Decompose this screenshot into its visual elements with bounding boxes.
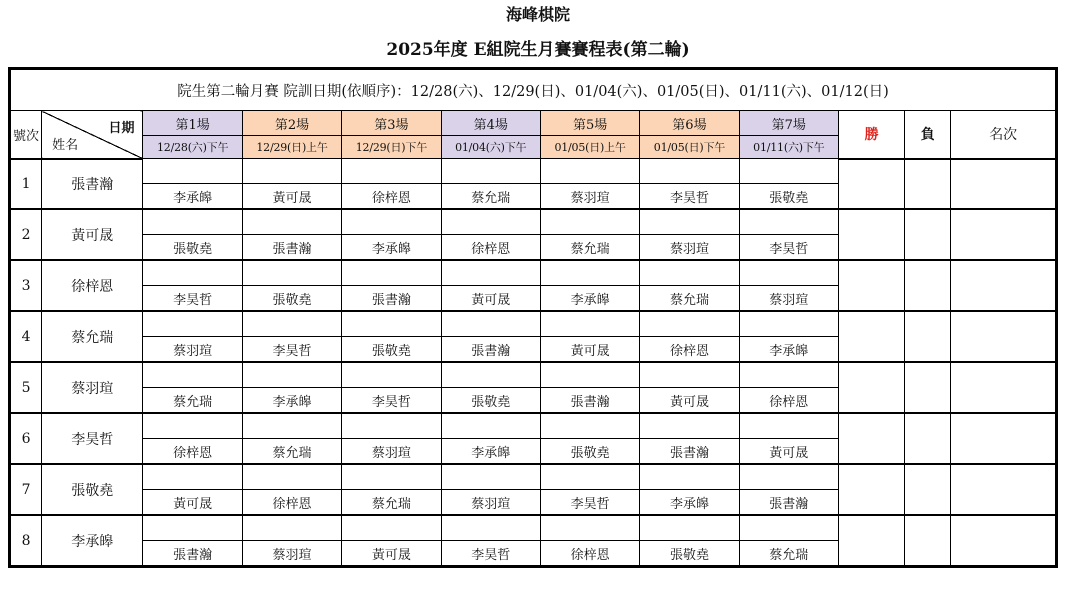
- opponent-cell: 張敬堯: [739, 184, 838, 210]
- result-cell: [540, 362, 639, 388]
- opponent-cell: 黃可晟: [540, 337, 639, 363]
- opponent-cell: 蔡允瑞: [640, 286, 739, 312]
- result-cell: [739, 260, 838, 286]
- player-name: 張書瀚: [42, 159, 143, 210]
- result-cell: [540, 311, 639, 337]
- player-number: 2: [10, 209, 42, 260]
- win-cell: [838, 159, 904, 210]
- player-row: [10, 260, 1057, 286]
- win-cell: [838, 311, 904, 362]
- opponent-cell: 張書瀚: [143, 541, 242, 567]
- result-cell: [540, 413, 639, 439]
- lose-cell: [905, 515, 951, 567]
- result-cell: [143, 362, 242, 388]
- opponent-cell: 張書瀚: [441, 337, 540, 363]
- result-cell: [441, 209, 540, 235]
- result-cell: [441, 413, 540, 439]
- result-cell: [441, 159, 540, 184]
- opponent-cell: 李昊哲: [242, 337, 341, 363]
- opponent-cell: 李承皞: [242, 388, 341, 414]
- player-row: [10, 515, 1057, 541]
- player-name: 蔡允瑞: [42, 311, 143, 362]
- number-header: 號次: [10, 111, 42, 159]
- opponent-cell: 徐梓恩: [640, 337, 739, 363]
- opponent-cell: 黃可晟: [342, 541, 441, 567]
- result-cell: [739, 362, 838, 388]
- result-cell: [640, 362, 739, 388]
- opponent-cell: 蔡允瑞: [441, 184, 540, 210]
- result-cell: [640, 209, 739, 235]
- round-header-1: 第1場: [143, 111, 242, 136]
- win-cell: [838, 515, 904, 567]
- opponent-cell: 李承皞: [143, 184, 242, 210]
- opponent-cell: 李昊哲: [342, 388, 441, 414]
- opponent-cell: 黃可晟: [242, 184, 341, 210]
- opponent-cell: 徐梓恩: [739, 388, 838, 414]
- round-header-3: 第3場: [342, 111, 441, 136]
- opponent-cell: 張敬堯: [640, 541, 739, 567]
- opponent-cell: 張敬堯: [342, 337, 441, 363]
- opponent-cell: 張書瀚: [242, 235, 341, 261]
- opponent-cell: 黃可晟: [143, 490, 242, 516]
- player-row: [10, 311, 1057, 337]
- player-row: [10, 413, 1057, 439]
- round-header-2: 第2場: [242, 111, 341, 136]
- result-cell: [143, 260, 242, 286]
- opponent-cell: 徐梓恩: [143, 439, 242, 465]
- player-row: [10, 362, 1057, 388]
- win-header: 勝: [838, 111, 904, 159]
- result-cell: [242, 464, 341, 490]
- org-title: 海峰棋院: [505, 5, 570, 24]
- player-name: 李昊哲: [42, 413, 143, 464]
- opponent-cell: 李承皞: [342, 235, 441, 261]
- opponent-cell: 黃可晟: [739, 439, 838, 465]
- training-dates-info: 院生第二輪月賽 院訓日期(依順序)：12/28(六)、12/29(日)、01/04(六)、01/05(日)、01/11(六)、01/12(日): [10, 69, 1057, 111]
- player-row: [10, 209, 1057, 235]
- opponent-cell: 李昊哲: [441, 541, 540, 567]
- result-cell: [242, 159, 341, 184]
- opponent-cell: 張書瀚: [739, 490, 838, 516]
- win-cell: [838, 413, 904, 464]
- result-cell: [540, 515, 639, 541]
- result-cell: [342, 159, 441, 184]
- date-name-header: [42, 111, 143, 159]
- rank-cell: [951, 464, 1057, 515]
- player-name: 徐梓恩: [42, 260, 143, 311]
- opponent-cell: 李昊哲: [143, 286, 242, 312]
- rank-header: 名次: [951, 111, 1057, 159]
- result-cell: [342, 413, 441, 439]
- opponent-cell: 蔡羽瑄: [640, 235, 739, 261]
- result-cell: [242, 209, 341, 235]
- opponent-cell: 蔡羽瑄: [540, 184, 639, 210]
- round-header-4: 第4場: [441, 111, 540, 136]
- result-cell: [540, 209, 639, 235]
- rank-cell: [951, 413, 1057, 464]
- lose-cell: [905, 159, 951, 210]
- opponent-cell: 徐梓恩: [342, 184, 441, 210]
- result-cell: [143, 209, 242, 235]
- result-cell: [540, 260, 639, 286]
- opponent-cell: 李昊哲: [739, 235, 838, 261]
- rank-cell: [951, 515, 1057, 567]
- result-cell: [441, 464, 540, 490]
- result-cell: [441, 311, 540, 337]
- opponent-cell: 李昊哲: [540, 490, 639, 516]
- result-cell: [739, 515, 838, 541]
- lose-header: 負: [905, 111, 951, 159]
- round-date-2: 12/29(日)上午: [242, 136, 341, 159]
- result-cell: [242, 260, 341, 286]
- rank-cell: [951, 260, 1057, 311]
- result-cell: [640, 260, 739, 286]
- opponent-cell: 張敬堯: [441, 388, 540, 414]
- player-number: 8: [10, 515, 42, 567]
- player-row: [10, 159, 1057, 184]
- result-cell: [640, 464, 739, 490]
- opponent-cell: 蔡羽瑄: [739, 286, 838, 312]
- result-cell: [143, 311, 242, 337]
- result-cell: [143, 159, 242, 184]
- round-header-7: 第7場: [739, 111, 838, 136]
- player-number: 7: [10, 464, 42, 515]
- result-cell: [640, 413, 739, 439]
- result-cell: [143, 464, 242, 490]
- rank-cell: [951, 362, 1057, 413]
- result-cell: [242, 362, 341, 388]
- result-cell: [342, 362, 441, 388]
- name-label: 姓名: [52, 137, 79, 153]
- player-row: [10, 464, 1057, 490]
- round-date-5: 01/05(日)上午: [540, 136, 639, 159]
- opponent-cell: 蔡允瑞: [242, 439, 341, 465]
- player-number: 3: [10, 260, 42, 311]
- player-name: 李承皞: [42, 515, 143, 567]
- result-cell: [739, 159, 838, 184]
- opponent-cell: 黃可晟: [640, 388, 739, 414]
- player-name: 黃可晟: [42, 209, 143, 260]
- player-name: 蔡羽瑄: [42, 362, 143, 413]
- player-number: 6: [10, 413, 42, 464]
- lose-cell: [905, 464, 951, 515]
- opponent-cell: 蔡羽瑄: [242, 541, 341, 567]
- opponent-cell: 李承皞: [540, 286, 639, 312]
- rank-cell: [951, 159, 1057, 210]
- result-cell: [540, 159, 639, 184]
- result-cell: [242, 413, 341, 439]
- lose-cell: [905, 413, 951, 464]
- lose-cell: [905, 362, 951, 413]
- result-cell: [540, 464, 639, 490]
- result-cell: [441, 260, 540, 286]
- rank-cell: [951, 209, 1057, 260]
- round-date-7: 01/11(六)下午: [739, 136, 838, 159]
- opponent-cell: 張敬堯: [540, 439, 639, 465]
- result-cell: [640, 311, 739, 337]
- player-number: 5: [10, 362, 42, 413]
- opponent-cell: 蔡允瑞: [739, 541, 838, 567]
- opponent-cell: 蔡允瑞: [143, 388, 242, 414]
- round-header-5: 第5場: [540, 111, 639, 136]
- result-cell: [342, 260, 441, 286]
- round-date-3: 12/29(日)下午: [342, 136, 441, 159]
- result-cell: [143, 413, 242, 439]
- opponent-cell: 徐梓恩: [540, 541, 639, 567]
- opponent-cell: 蔡羽瑄: [441, 490, 540, 516]
- player-number: 1: [10, 159, 42, 210]
- result-cell: [739, 209, 838, 235]
- player-number: 4: [10, 311, 42, 362]
- opponent-cell: 張書瀚: [342, 286, 441, 312]
- opponent-cell: 張書瀚: [640, 439, 739, 465]
- opponent-cell: 張書瀚: [540, 388, 639, 414]
- opponent-cell: 蔡羽瑄: [143, 337, 242, 363]
- win-cell: [838, 260, 904, 311]
- player-name: 張敬堯: [42, 464, 143, 515]
- result-cell: [342, 209, 441, 235]
- result-cell: [739, 464, 838, 490]
- result-cell: [342, 515, 441, 541]
- lose-cell: [905, 209, 951, 260]
- round-date-6: 01/05(日)下午: [640, 136, 739, 159]
- opponent-cell: 張敬堯: [143, 235, 242, 261]
- round-date-1: 12/28(六)下午: [143, 136, 242, 159]
- opponent-cell: 李承皞: [640, 490, 739, 516]
- win-cell: [838, 209, 904, 260]
- schedule-table: [8, 67, 1058, 568]
- opponent-cell: 蔡羽瑄: [342, 439, 441, 465]
- result-cell: [342, 464, 441, 490]
- lose-cell: [905, 311, 951, 362]
- opponent-cell: 黃可晟: [441, 286, 540, 312]
- result-cell: [739, 413, 838, 439]
- opponent-cell: 徐梓恩: [441, 235, 540, 261]
- result-cell: [640, 159, 739, 184]
- schedule-title: 2025年度 E組院生月賽賽程表(第二輪): [386, 40, 690, 60]
- date-label: 日期: [108, 121, 135, 136]
- result-cell: [242, 515, 341, 541]
- round-date-4: 01/04(六)下午: [441, 136, 540, 159]
- result-cell: [143, 515, 242, 541]
- lose-cell: [905, 260, 951, 311]
- opponent-cell: 李昊哲: [640, 184, 739, 210]
- result-cell: [640, 515, 739, 541]
- opponent-cell: 徐梓恩: [242, 490, 341, 516]
- opponent-cell: 李承皞: [739, 337, 838, 363]
- opponent-cell: 張敬堯: [242, 286, 341, 312]
- result-cell: [441, 515, 540, 541]
- round-header-6: 第6場: [640, 111, 739, 136]
- win-cell: [838, 362, 904, 413]
- opponent-cell: 蔡允瑞: [342, 490, 441, 516]
- result-cell: [739, 311, 838, 337]
- opponent-cell: 蔡允瑞: [540, 235, 639, 261]
- result-cell: [441, 362, 540, 388]
- win-cell: [838, 464, 904, 515]
- opponent-cell: 李承皞: [441, 439, 540, 465]
- result-cell: [242, 311, 341, 337]
- result-cell: [342, 311, 441, 337]
- rank-cell: [951, 311, 1057, 362]
